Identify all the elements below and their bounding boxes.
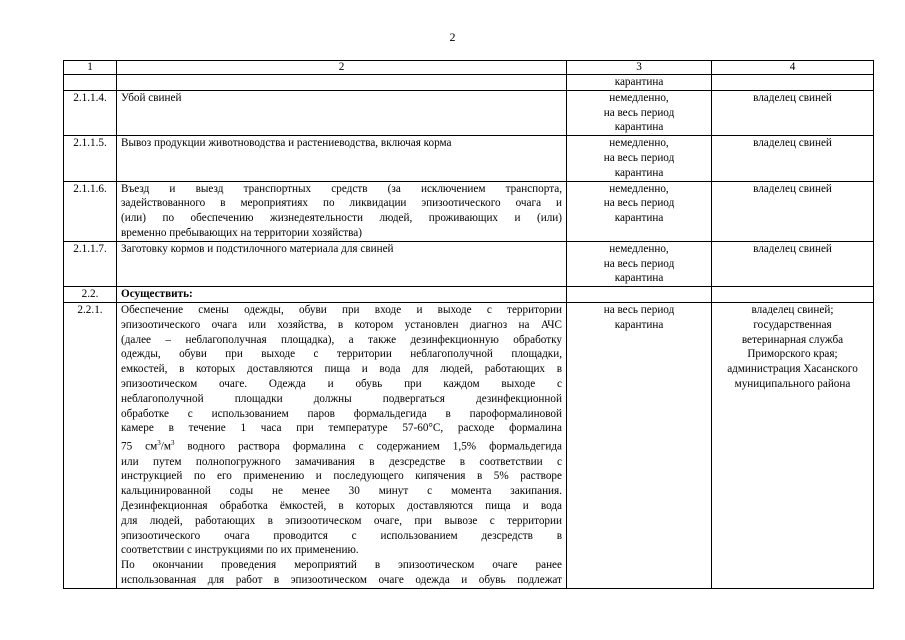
item-number: 2.1.1.5. [64, 136, 117, 181]
table-row [64, 136, 874, 181]
responsible-cell: владелец свиней [712, 90, 874, 135]
table-row-continued [64, 75, 874, 91]
item-number: 2.2. [64, 287, 117, 303]
table-header-row [64, 61, 874, 75]
page-number: 2 [449, 30, 456, 44]
column-header-4: 4 [712, 61, 874, 75]
term-cell: немедленно, на весь период карантина [567, 241, 712, 286]
table-row-section [64, 287, 874, 303]
column-header-2: 2 [117, 61, 567, 75]
item-number: 2.2.1. [64, 302, 117, 588]
item-number: 2.1.1.6. [64, 181, 117, 241]
term-cell: на весь период карантина [567, 302, 712, 588]
term-cell: немедленно, на весь период карантина [567, 90, 712, 135]
term-cell: немедленно, на весь период карантина [567, 181, 712, 241]
responsible-cell: владелец свиней [712, 241, 874, 286]
term-cell: немедленно, на весь период карантина [567, 136, 712, 181]
measures-table [63, 60, 874, 589]
table-row [64, 302, 874, 588]
item-text: Убой свиней [117, 90, 567, 135]
table-row [64, 181, 874, 241]
section-heading: Осуществить: [117, 287, 567, 303]
responsible-cell: владелец свиней [712, 136, 874, 181]
responsible-cell: владелец свиней [712, 181, 874, 241]
item-text: Вывоз продукции животноводства и растениеводства, включая корма [117, 136, 567, 181]
table-row [64, 241, 874, 286]
item-text: Обеспечение смены одежды, обуви при входе и выходе с территории эпизоотического очага или хозяйства, в котором установлен диагноз на АЧС (далее – неблагополучная площадка), а также дезинфекционную обработку одежды, обуви при выходе с территории неблагополучной площадки, емкостей, в которых доставляются пища и вода для людей, работающих в эпизоотическом очаге. Одежда и обувь при каждом выходе с неблагополучной площадки должны подвергаться дезинфекционной обработке с использованием паров формальдегида в пароформалиновой камере в течение 1 часа при температуре 57-60°С, расходе формалина 75 $см^3/м^3$ водного раствора формалина с содержанием 1,5% формальдегида или путем полнопогружного замачивания в дезсредстве в соответствии с инструкцией по его применению и последующего кипячения в 5% растворе кальцинированной соды не менее 30 минут с момента закипания. Дезинфекционная обработка ёмкостей, в которых доставляются пища и вода для людей, работающих в эпизоотическом очаге, при вывозе с территории эпизоотического очага проводится с использованием дезсредств в соответствии с инструкциями по их применению. По окончании проведения мероприятий в эпизоотическом очаге ранее использованная для работ в эпизоотическом очаге одежда и обувь подлежат [117, 302, 567, 588]
item-text: Въезд и выезд транспортных средств (за исключением транспорта, задействованного в мероприятиях по ликвидации эпизоотического очага и (или) по обеспечению жизнедеятельности людей, проживающих и (или) временно пребывающих на территории хозяйства) [117, 181, 567, 241]
column-header-1: 1 [64, 61, 117, 75]
item-number: 2.1.1.4. [64, 90, 117, 135]
column-header-3: 3 [567, 61, 712, 75]
item-number: 2.1.1.7. [64, 241, 117, 286]
term-cell: карантина [567, 75, 712, 91]
table-row [64, 90, 874, 135]
responsible-cell: владелец свиней; государственная ветеринарная служба Приморского края; администрация Хасанского муниципального района [712, 302, 874, 588]
item-text: Заготовку кормов и подстилочного материала для свиней [117, 241, 567, 286]
